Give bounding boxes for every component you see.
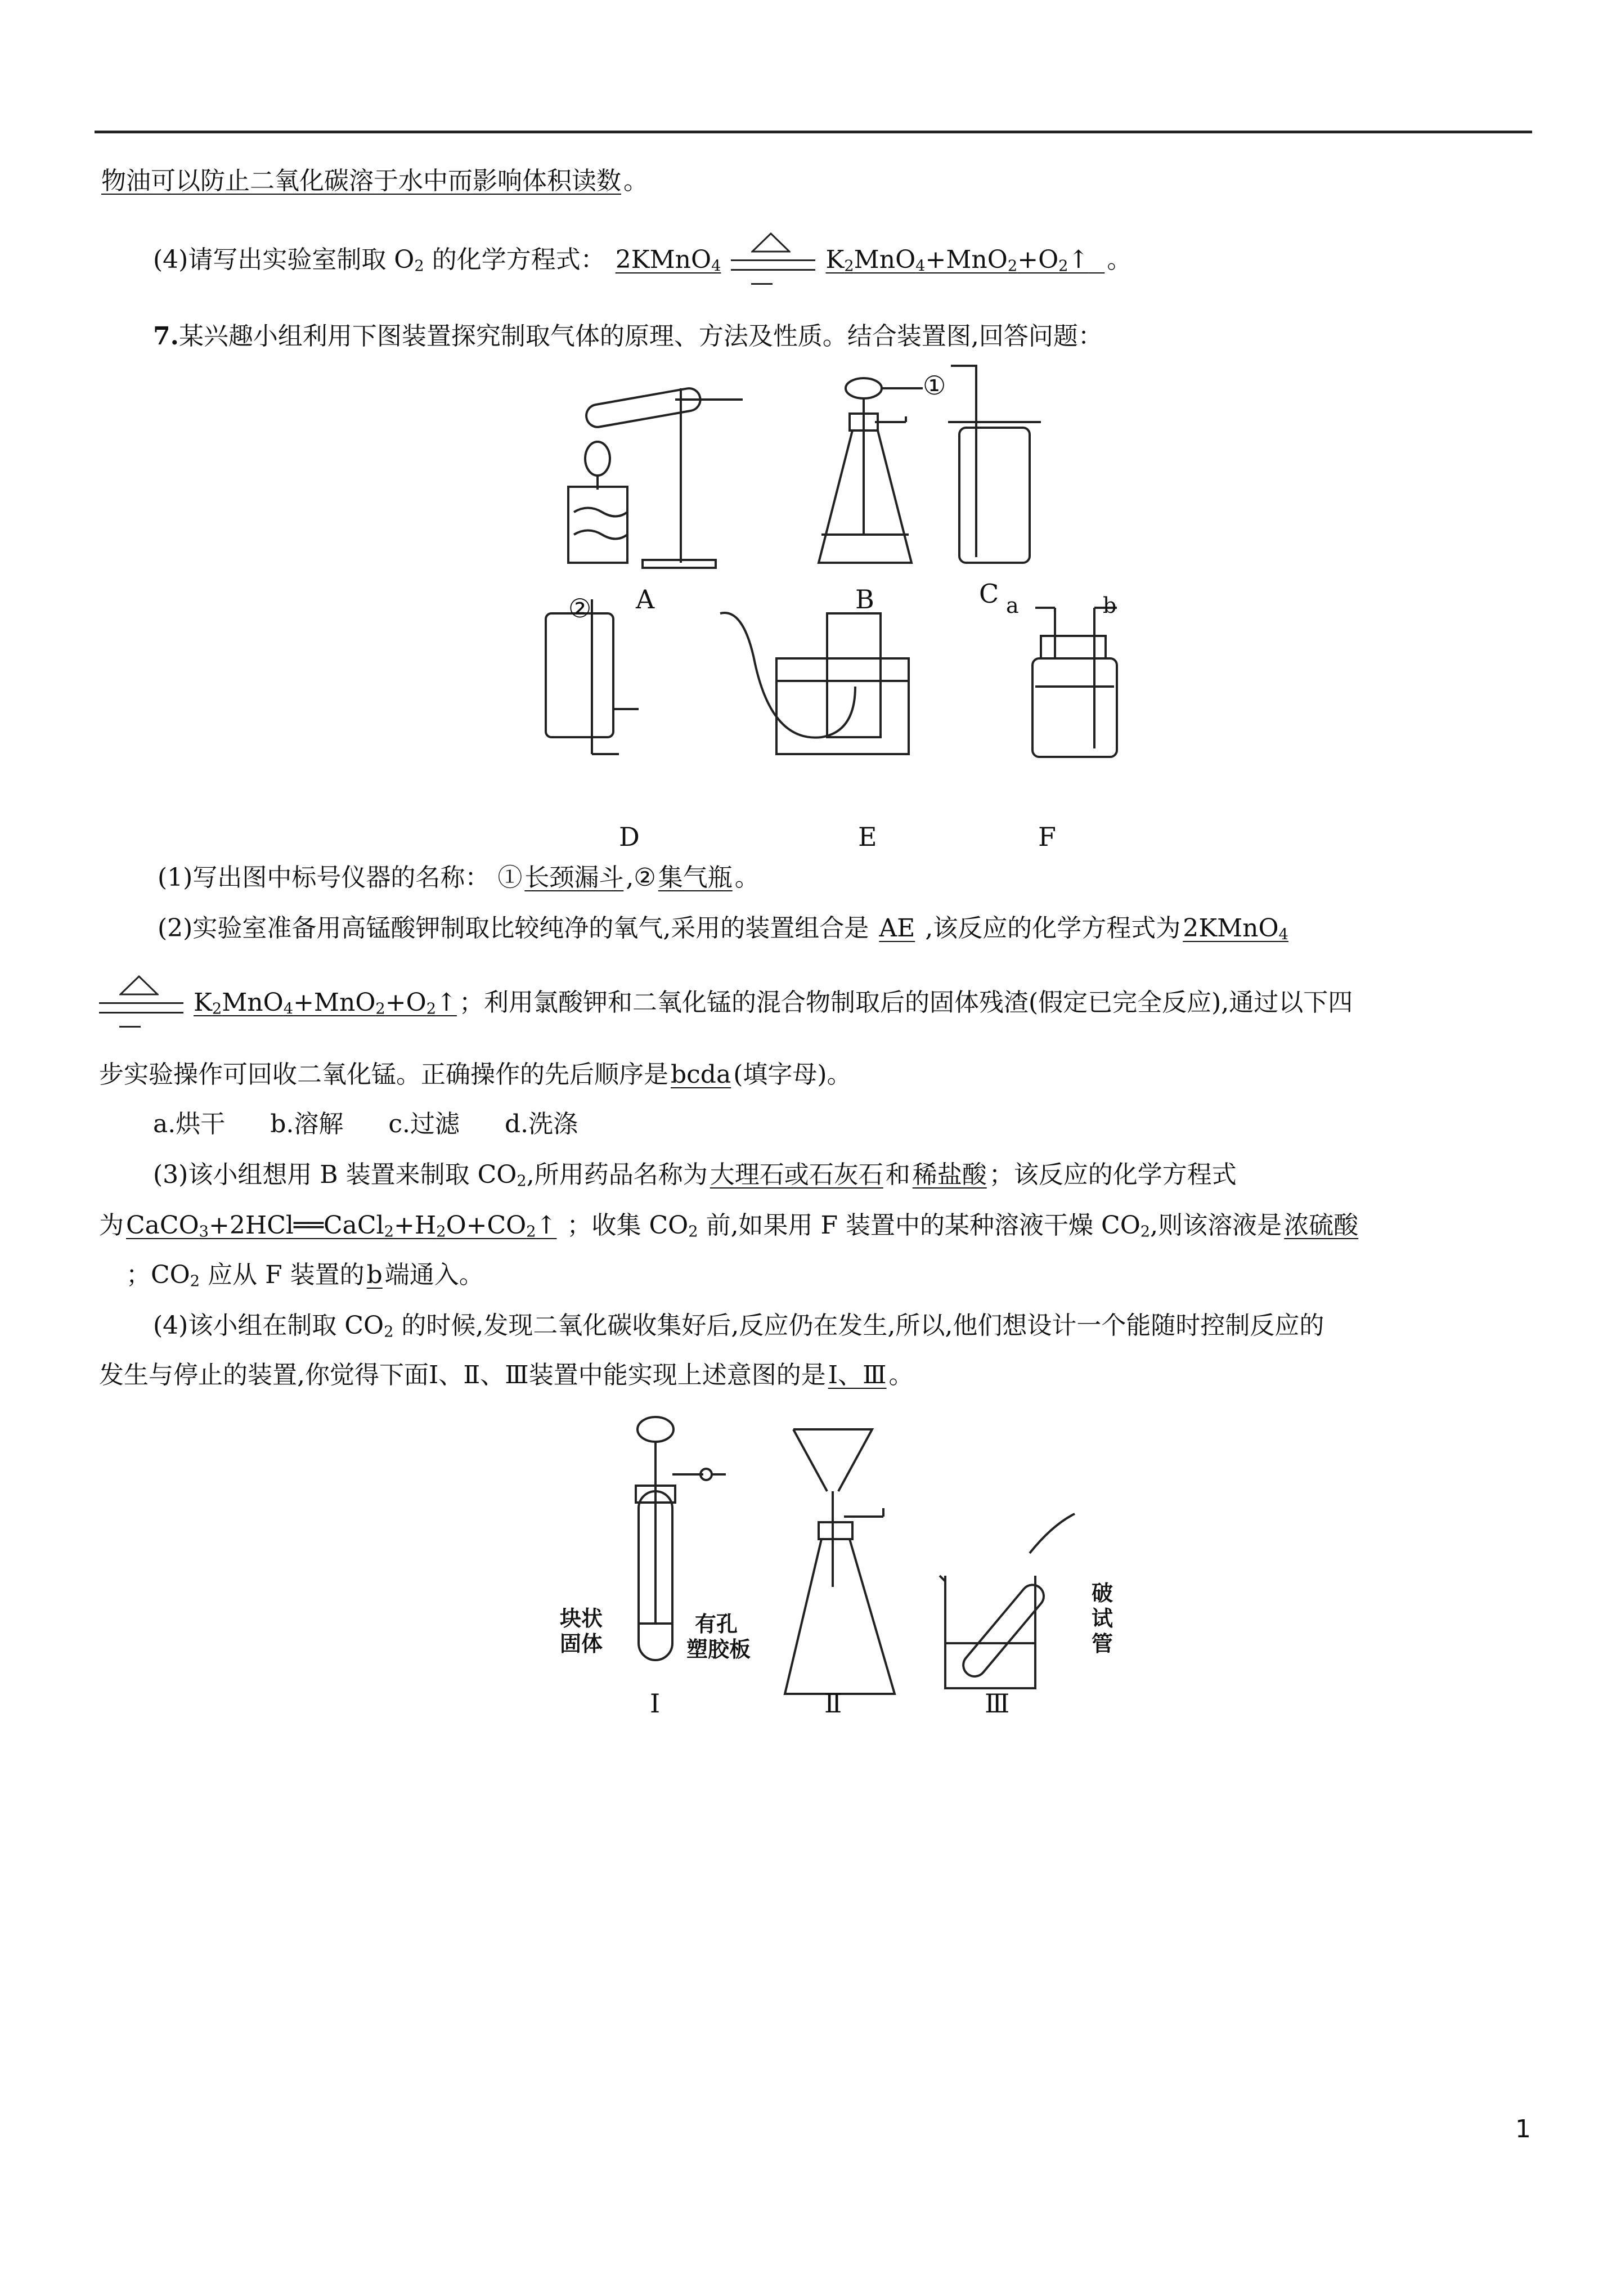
answer-continuation: 物油可以防止二氧化碳溶于水中而影响体积读数 (101, 167, 621, 195)
answer-p2-rhs: $K_2MnO_4+MnO_2+O_2↑$ (194, 988, 457, 1018)
part-3-line-2: 为$CaCO_3+2HCl══CaCl_2+H_2O+CO_2↑$ ；收集 $CO_2$ 前,如果用 F 装置中的某种溶液干燥 $CO_2$,则该溶液是浓硫酸 (99, 1209, 1360, 1249)
label-A: A (636, 584, 655, 615)
label-solid-1: 块状 (560, 1606, 603, 1631)
answer-p1-a1: 长颈漏斗 (524, 863, 624, 892)
answer-p3-dryer: 浓硫酸 (1284, 1211, 1359, 1240)
part-2-line-1: (2)实验室准备用高锰酸钾制取比较纯净的氧气,采用的装置组合是 AE ,该反应的化学方程式为2KMnO$_4$ (158, 912, 1291, 952)
answer-p3-reagent1: 大理石或石灰石 (710, 1160, 883, 1189)
label-F: F (1038, 822, 1056, 852)
label-E: E (858, 822, 877, 852)
answer-equation-lhs: 2KMnO$_4$ (615, 245, 721, 275)
answer-p2-combo: AE (879, 914, 915, 943)
label-plate-2: 塑胶板 (686, 1637, 751, 1662)
part-2-line-3: 步实验操作可回收二氧化锰。正确操作的先后顺序是bcda(填字母)。 (99, 1060, 852, 1089)
heating-condition-2 (99, 988, 183, 1021)
part-3-line-1: (3)该小组想用 B 装置来制取 $CO_2$,所用药品名称为大理石或石灰石和稀盐酸；该反应的化学方程式 (153, 1160, 1237, 1190)
header-rule (95, 131, 1532, 133)
answer-p3-equation: $CaCO_3+2HCl══CaCl_2+H_2O+CO_2↑$ (126, 1211, 557, 1241)
answer-p3-port: b (366, 1261, 383, 1289)
marker-2: ② (568, 593, 592, 624)
continuation-line: 物油可以防止二氧化碳溶于水中而影响体积读数。 (99, 164, 648, 198)
part-4-line-2: 发生与停止的装置,你觉得下面Ⅰ、Ⅱ、Ⅲ装置中能实现上述意图的是Ⅰ、Ⅲ。 (99, 1361, 914, 1389)
label-plate-1: 有孔 (695, 1612, 738, 1636)
port-b: b (1103, 593, 1117, 618)
part-4-line-1: (4)该小组在制取 $CO_2$ 的时候,发现二氧化碳收集好后,反应仍在发生,所以,他们想设计一个能随时控制反应的 (153, 1311, 1324, 1341)
answer-p2-order: bcda (671, 1060, 731, 1089)
heating-condition (731, 245, 815, 279)
label-broken-2: 试 (1092, 1606, 1113, 1631)
label-II: Ⅱ (824, 1688, 842, 1719)
label-broken-3: 管 (1092, 1631, 1113, 1656)
part-1-line: (1)写出图中标号仪器的名称： ①长颈漏斗,②集气瓶。 (158, 863, 760, 892)
page-number: 1 (1515, 2115, 1531, 2143)
part-3-line-3: ；$CO_2$ 应从 F 装置的b端通入。 (126, 1261, 484, 1290)
label-III: Ⅲ (985, 1688, 1010, 1719)
label-solid-2: 固体 (560, 1631, 603, 1656)
label-broken-1: 破 (1092, 1581, 1113, 1606)
marker-1: ① (923, 370, 946, 401)
answer-equation-rhs: $K_2MnO_4+MnO_2+O_2↑$ (825, 245, 1089, 275)
label-I: Ⅰ (650, 1688, 661, 1719)
options-line: a.烘干 b.溶解 c.过滤 d.洗涤 (153, 1110, 578, 1138)
label-C: C (979, 579, 999, 609)
part-2-line-2: $K_2MnO_4+MnO_2+O_2↑$；利用氯酸钾和二氧化锰的混合物制取后的固体残渣(假定已完全反应),通过以下四 (99, 986, 1353, 1026)
answer-p2-lhs: 2KMnO$_4$ (1183, 914, 1288, 944)
question-4-line: (4)请写出实验室制取 $O_2$ 的化学方程式： 2KMnO$_4$ $K_2MnO_4+MnO_2+O_2↑$ 。 (153, 243, 1131, 283)
port-a: a (1006, 593, 1019, 618)
apparatus-figure (540, 366, 1159, 872)
answer-p1-a2: 集气瓶 (658, 863, 733, 892)
control-devices-figure (557, 1407, 1131, 1722)
answer-p3-reagent2: 稀盐酸 (912, 1160, 987, 1189)
label-B: B (855, 584, 874, 615)
question-7-stem: 7.某兴趣小组利用下图装置探究制取气体的原理、方法及性质。结合装置图,回答问题： (153, 322, 1103, 351)
answer-p4: Ⅰ、Ⅲ (828, 1361, 887, 1389)
label-D: D (619, 822, 640, 852)
